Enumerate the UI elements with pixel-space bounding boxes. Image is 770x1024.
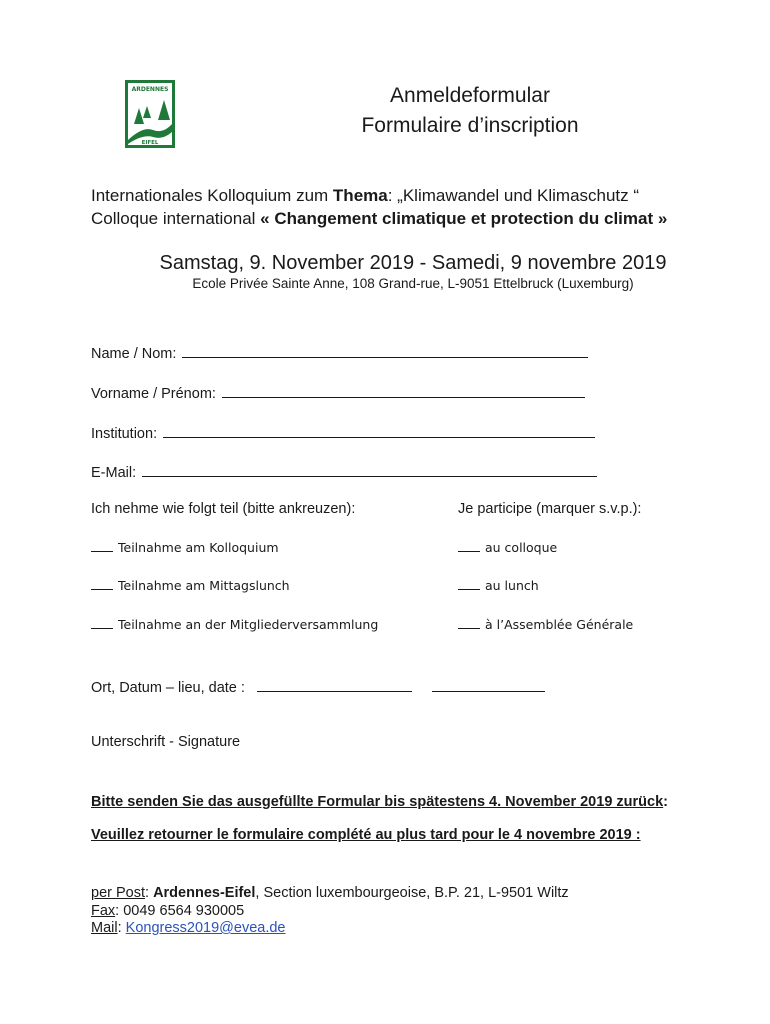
return-note-fr: Veuillez retourner le formulaire complété au plus tard pour le 4 novembre 2019 : xyxy=(91,827,641,843)
option-colloquium-de[interactable] xyxy=(91,540,279,555)
contact-mail: Mail: Kongress2019@evea.de xyxy=(91,920,286,936)
option-colloquium-fr[interactable] xyxy=(458,540,557,555)
fax-value: : 0049 6564 930005 xyxy=(115,903,245,919)
post-label: per Post xyxy=(91,885,145,901)
event-line-de xyxy=(91,186,639,206)
place-date-field[interactable] xyxy=(91,677,545,696)
contact-fax xyxy=(91,903,244,919)
place-input-line[interactable] xyxy=(257,677,412,692)
logo-bottom-text: EIFEL xyxy=(141,140,159,146)
event-line-de-bold: Thema xyxy=(332,186,388,205)
fax-label: Fax xyxy=(91,903,116,919)
institution-label: Institution: xyxy=(91,426,158,442)
mail-label: Mail xyxy=(91,920,118,936)
signature-label: Unterschrift - Signature xyxy=(91,734,241,750)
option-label: à l’Assemblée Générale xyxy=(485,617,634,632)
option-label: au colloque xyxy=(485,540,558,555)
name-input-line[interactable] xyxy=(182,343,588,358)
firstname-input-line[interactable] xyxy=(222,383,585,398)
checkbox-blank[interactable] xyxy=(91,628,113,629)
event-line-de-prefix: Internationales Kolloquium zum xyxy=(91,186,333,205)
option-label: Teilnahme an der Mitgliederversammlung xyxy=(118,617,379,632)
post-address: , Section luxembourgeoise, B.P. 21, L-9501 Wiltz xyxy=(255,885,569,901)
contact-post: per Post: Ardennes-Eifel, Section luxembourgeoise, B.P. 21, L-9501 Wiltz xyxy=(91,885,569,901)
date-input-line[interactable] xyxy=(432,677,545,692)
return-note-de-colon: : xyxy=(663,794,668,810)
email-input-line[interactable] xyxy=(142,462,597,477)
event-line-de-suffix: : „Klimawandel und Klimaschutz “ xyxy=(387,186,640,205)
name-label: Name / Nom: xyxy=(91,346,177,362)
option-assembly-de[interactable] xyxy=(91,617,378,632)
event-line-fr xyxy=(91,209,667,229)
firstname-label: Vorname / Prénom: xyxy=(91,386,216,402)
option-assembly-fr[interactable] xyxy=(458,617,633,632)
event-line-fr-bold: « Changement climatique et protection du climat » xyxy=(260,209,668,228)
page-title-fr: Formulaire d’inscription xyxy=(361,114,579,137)
option-label: au lunch xyxy=(485,578,539,593)
email-label: E-Mail: xyxy=(91,465,137,481)
email-field[interactable] xyxy=(91,462,597,481)
event-date: Samstag, 9. November 2019 - Samedi, 9 novembre 2019 xyxy=(159,252,667,274)
institution-field[interactable] xyxy=(91,423,595,442)
post-org: Ardennes-Eifel xyxy=(153,885,256,901)
checkbox-blank[interactable] xyxy=(91,589,113,590)
option-label: Teilnahme am Mittagslunch xyxy=(118,578,290,593)
place-date-label: Ort, Datum – lieu, date : xyxy=(91,680,245,696)
event-line-fr-prefix: Colloque international xyxy=(91,209,261,228)
event-venue: Ecole Privée Sainte Anne, 108 Grand-rue, L-9051 Ettelbruck (Luxemburg) xyxy=(192,276,634,291)
checkbox-blank[interactable] xyxy=(458,628,480,629)
return-note-de xyxy=(91,794,668,810)
option-label: Teilnahme am Kolloquium xyxy=(118,540,279,555)
institution-input-line[interactable] xyxy=(163,423,595,438)
return-note-de-text: Bitte senden Sie das ausgefüllte Formular bis spätestens 4. November 2019 zurück xyxy=(91,794,664,810)
checkbox-blank[interactable] xyxy=(458,589,480,590)
option-lunch-fr[interactable] xyxy=(458,578,539,593)
email-link[interactable]: Kongress2019@evea.de xyxy=(125,920,286,936)
participation-intro-fr: Je participe (marquer s.v.p.): xyxy=(458,501,642,517)
checkbox-blank[interactable] xyxy=(91,551,113,552)
participation-intro-de: Ich nehme wie folgt teil (bitte ankreuzen): xyxy=(91,501,356,517)
name-field[interactable] xyxy=(91,343,588,362)
checkbox-blank[interactable] xyxy=(458,551,480,552)
option-lunch-de[interactable] xyxy=(91,578,290,593)
logo-top-text: ARDENNES xyxy=(131,86,169,93)
firstname-field[interactable] xyxy=(91,383,585,402)
page-title-de: Anmeldeformular xyxy=(390,84,550,107)
